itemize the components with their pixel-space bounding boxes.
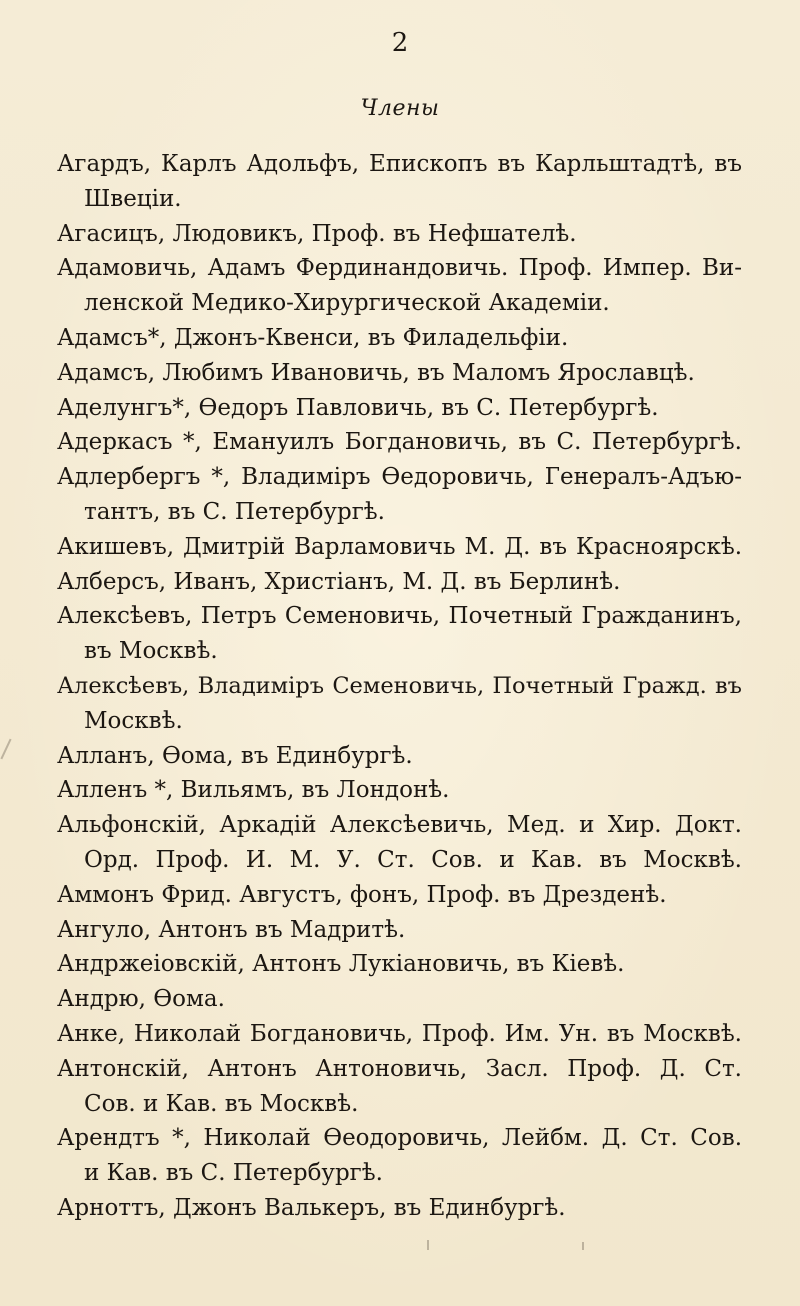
entry-line: Алланъ, Өома, въ Единбургѣ. (57, 742, 413, 769)
entry-continuation-line: ленской Медико-Хирургической Академіи. (84, 290, 610, 317)
entry-line: Альфонскій, Аркадій Алексѣевичь, Мед. и Хир. Докт. (57, 812, 742, 839)
entry-line: Агасицъ, Людовикъ, Проф. въ Нефшателѣ. (57, 220, 577, 247)
page-number: 2 (391, 28, 409, 58)
entry-line: Антонскій, Антонъ Антоновичь, Засл. Проф. Д. Ст. (57, 1055, 742, 1082)
entry-line: Адамсъ*, Джонъ-Квенси, въ Филадельфіи. (57, 324, 569, 351)
entry-line: Андрю, Өома. (57, 986, 225, 1013)
entry-line: Алберсъ, Иванъ, Христіанъ, М. Д. въ Берлинѣ. (57, 568, 621, 595)
entry-continuation-line: въ Москвѣ. (84, 638, 218, 665)
entry-line: Ангуло, Антонъ въ Мадритѣ. (57, 916, 406, 943)
entry-continuation-line: Орд. Проф. И. М. У. Ст. Сов. и Кав. въ Москвѣ. (84, 846, 742, 873)
section-title: Члены (360, 96, 440, 121)
entry-line: Адлербергъ *, Владиміръ Өедоровичь, Генералъ-Адъю- (57, 464, 742, 491)
entry-line: Аделунгъ*, Өедоръ Павловичь, въ С. Петербургѣ. (57, 394, 659, 421)
entry-continuation-line: Москвѣ. (84, 707, 183, 734)
entry-line: Арноттъ, Джонъ Валькеръ, въ Единбургѣ. (57, 1194, 566, 1221)
entry-line: Адеркасъ *, Емануилъ Богдановичь, въ С. Петербургѣ. (57, 429, 742, 456)
entry-line: Алексѣевъ, Петръ Семеновичь, Почетный Гражданинъ, (57, 603, 742, 630)
entry-continuation-line: и Кав. въ С. Петербургѣ. (84, 1160, 383, 1187)
entry-line: Адамсъ, Любимъ Ивановичь, въ Маломъ Ярославцѣ. (57, 359, 695, 386)
entry-line: Акишевъ, Дмитрій Варламовичь М. Д. въ Красноярскѣ. (57, 533, 742, 560)
entry-line: Алленъ *, Вильямъ, въ Лондонѣ. (57, 777, 450, 804)
member-list (0, 147, 800, 1226)
entry-line: Анке, Николай Богдановичь, Проф. Им. Ун. въ Москвѣ. (57, 1020, 742, 1047)
entry-continuation-line: тантъ, въ С. Петербургѣ. (84, 498, 385, 525)
entry-line: Арендтъ *, Николай Өеодоровичь, Лейбм. Д. Ст. Сов. (57, 1125, 742, 1152)
paper-mark (427, 1240, 429, 1250)
entry-line: Адамовичь, Адамъ Фердинандовичь. Проф. Импер. Ви- (57, 255, 742, 282)
entry-line: Агардъ, Карлъ Адольфъ, Епископъ въ Карльштадтѣ, въ (57, 151, 742, 177)
entry-line: Аммонъ Фрид. Августъ, фонъ, Проф. въ Дрезденѣ. (57, 881, 667, 908)
entry-continuation-line: Сов. и Кав. въ Москвѣ. (84, 1090, 359, 1117)
entry-line: Андржеіовскій, Антонъ Лукіановичь, въ Кіевѣ. (57, 951, 625, 978)
entry-line: Алексѣевъ, Владиміръ Семеновичь, Почетный Гражд. въ (57, 672, 742, 699)
paper-mark (582, 1242, 584, 1250)
entry-continuation-line: Швеціи. (84, 185, 182, 212)
